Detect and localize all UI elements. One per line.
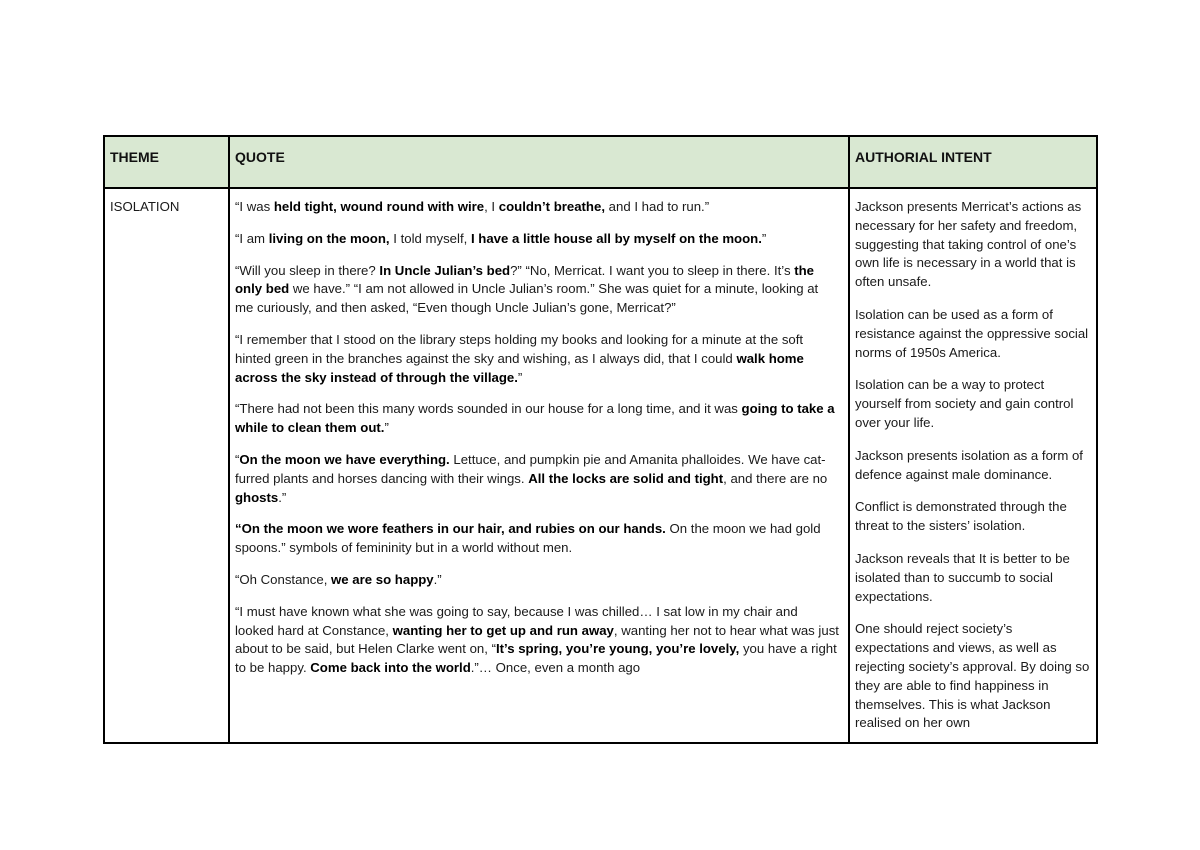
quote-text: “I remember that I stood on the library steps holding my books and looking for a minute at the soft hinted green in the branches against the sky and wishing, as I always did, that I could [235,331,804,366]
quote-list [235,198,840,678]
table-row [104,188,1097,743]
intent-item: Jackson presents isolation as a form of defence against male dominance. [855,447,1083,482]
quote-item [235,400,840,438]
quote-emphasis: going to take a while to clean them out. [235,401,835,436]
quote-item [235,451,840,507]
header-row [104,136,1097,188]
quote-text: ” [761,230,767,246]
header-authorial-intent: AUTHORIAL INTENT [849,136,1097,188]
intent-item: Conflict is demonstrated through the threat to the sisters’ isolation. [855,499,1067,534]
quote-item [235,331,840,387]
quote-item [235,520,840,558]
header-quote: QUOTE [229,136,849,188]
quote-text: Lettuce, and pumpkin pie and Amanita phalloides. We have cat-furred plants and horses dancing with their wings. [235,451,826,486]
intent-item: Jackson reveals that It is better to be isolated than to succumb to social expectations. [855,550,1070,604]
quote-text: “I was [235,199,274,214]
intent-list [855,198,1090,734]
quote-emphasis: On the moon we have everything. [239,451,450,467]
intent-item: Jackson presents Merricat’s actions as necessary for her safety and freedom, suggesting that taking control of one’s own life is necessary in a world that is often unsafe. [855,199,1082,290]
quote-emphasis: “On the moon we wore feathers in our hair, and rubies on our hands. [235,521,666,537]
intent-item: One should reject society’s expectations and views, as well as rejecting society’s approval. By doing so they are able to find happiness in themselves. This is what Jackson realised on her own [855,621,1090,731]
quote-item [235,198,840,217]
quote-emphasis: ghosts [235,489,279,505]
quote-text: “I must have known what she was going to say, because I was chilled… I sat low in my chair and looked hard at Constance, [235,603,798,638]
quote-emphasis: couldn’t breathe, [498,199,605,214]
quote-text: “Oh Constance, [235,571,332,587]
quote-text: ?” “No, Merricat. I want you to sleep in there. It’s [510,262,795,278]
quote-text: .”… Once, even a month ago [470,660,641,676]
quote-cell [229,188,849,743]
quote-text: , I [484,199,499,214]
theme-cell: ISOLATION [104,188,229,743]
quote-item [235,262,840,318]
quote-text: .” [433,571,442,587]
quote-text: “ [235,451,240,467]
quote-emphasis: walk home across the sky instead of through the village. [235,350,804,385]
quote-text: I told myself, [389,230,471,246]
intent-cell [849,188,1097,743]
quote-emphasis: Come back into the world [310,660,471,676]
quote-emphasis: It’s spring, you’re young, you’re lovely, [495,641,740,657]
themes-table [103,135,1098,744]
intent-item: Isolation can be used as a form of resistance against the oppressive social norms of 1950s America. [855,306,1089,360]
intent-item: Isolation can be a way to protect yourself from society and gain control over your life. [855,377,1074,430]
quote-emphasis: All the locks are solid and tight [528,470,724,486]
quote-text: , and there are no [723,470,828,486]
quote-text: you have a right to be happy. [235,641,837,676]
quote-emphasis: In Uncle Julian’s bed [379,262,511,278]
quote-emphasis: I have a little house all by myself on the moon. [470,230,762,246]
quote-text: On the moon we had gold spoons.” symbols of femininity but in a world without men. [235,521,821,556]
quote-emphasis: living on the moon, [268,230,390,246]
quote-text: ” [384,420,389,436]
quote-item [235,603,840,678]
quote-text: “There had not been this many words sounded in our house for a long time, and it was [235,401,742,417]
quote-item [235,571,840,590]
quote-text: ” [517,369,523,385]
quote-text: we have.” “I am not allowed in Uncle Julian’s room.” She was quiet for a minute, looking at me curiously, and then asked, “Even though Uncle Julian’s gone, Merricat?” [235,281,819,316]
quote-text: “I am [235,230,269,246]
quote-text: .” [278,489,287,505]
quote-text: and I had to run.” [605,199,710,214]
quote-text: “Will you sleep in there? [235,262,380,278]
quote-text: , wanting her not to hear what was just about to be said, but Helen Clarke went on, “ [235,622,839,657]
quote-item [235,230,840,249]
quote-emphasis: held tight, wound round with wire [273,199,485,214]
header-theme: THEME [104,136,229,188]
quote-emphasis: we are so happy [331,571,434,587]
quote-emphasis: wanting her to get up and run away [392,622,614,638]
quote-emphasis: the only bed [235,262,815,297]
